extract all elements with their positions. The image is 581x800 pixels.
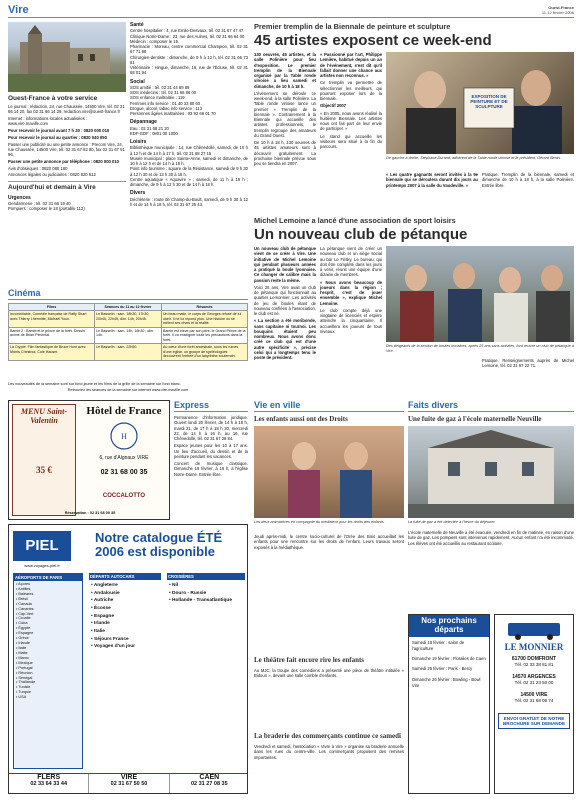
piel-logo (13, 531, 71, 561)
croisiere-item: • Hollande - Transatlantique (169, 598, 232, 604)
airports-box (13, 573, 83, 769)
table-cell: Bambi 2 : Bambi et le prince de la forêt. Dessin animé de Brian Pimental. (9, 327, 95, 343)
hotel-address: 6, rue d'Aignaux VIRE (99, 455, 149, 461)
story-paragraph: La pétanque vient de créer un nouveau club et un siège social au bar Le Frisky. Le bureau, qui doit être complété dans les jours à venir, réunit une équipe d'une dizaine de membres. (320, 246, 382, 278)
ville-body-3: Vendredi et samedi, l'association « Vivre à Vire » organise sa braderie annuelle dans les rues du centre-ville. Les commerçants proposent des remises importantes. (254, 744, 404, 760)
office-town: VIRE (120, 774, 138, 781)
table-cell: Un beau matin, le corps de Georges refuse de lui obéir. Il ne lui répond plus. Une histoire où se mêlent ses rêves et la réalité. (161, 311, 247, 327)
hotel-title: Hôtel de France (86, 405, 162, 417)
airports-list (14, 581, 82, 701)
offices-row (9, 773, 248, 794)
table-cell: Le Basselin : sam. 22h50. (95, 344, 162, 360)
story-pratique-box (482, 358, 574, 394)
school-photo (408, 426, 574, 518)
photo-caption: De gauche à droite, Stéphane Durand, adhérent de la Table ronde virioise et le président, Gérard Benin. (386, 156, 561, 160)
info-line: SOS enfance maltraitée : 119 (130, 95, 185, 101)
table-row (9, 311, 248, 327)
office-town: CAEN (199, 774, 220, 781)
depart-item: • Angleterre (91, 583, 118, 588)
express-body (174, 415, 248, 520)
monnier-phone: Tél. 02 31 68 06 74 (514, 697, 554, 703)
destination-item: • Cuba (16, 621, 28, 626)
depart-item: • Irlande (91, 621, 110, 627)
photo-illustration (386, 246, 574, 342)
ville-band (254, 400, 404, 412)
depart-item: • Andalousie (91, 590, 120, 596)
urgence-line: Gendarmerie : tél. 02 31 66 19 40 (8, 200, 71, 206)
office-phone: 02 33 64 33 44 (30, 781, 68, 787)
petanque-photo (386, 246, 574, 342)
office-line: Pour recevoir le journal au quartier : 0820 040 050 (8, 134, 107, 140)
destination-item: • Antilles (16, 586, 31, 591)
departs-title: Nos prochains départs (409, 615, 489, 637)
story-pratique: Pratique. Tremplin de la biennale, samedi et dimanche de 10 h à 18 h, à la salle Polinière. Entrée libre. (482, 172, 574, 188)
menu-title: MENU Saint-Valentin (20, 407, 67, 425)
depart-item: • Autriche (91, 598, 114, 604)
urgence-line: Pompiers : composer le 18 (portable 112) (8, 206, 85, 211)
departs-ad (408, 614, 490, 794)
faits-band (408, 400, 574, 412)
office-vire (89, 774, 169, 794)
col-header: Films (9, 304, 95, 311)
croisiere-item: • Douro - Russie (169, 590, 207, 596)
office-town: FLERS (37, 774, 61, 781)
monnier-line: 14570 ARGENCES (512, 673, 556, 680)
exposition-photo (386, 52, 574, 154)
monnier-ad (494, 614, 574, 794)
photo-caption: Des dirigeants de la section de boules bocaines, après 25 ans sans activités, font revivre un club de pétanque à Vire. (386, 344, 574, 353)
destination-item: • Égypte (16, 626, 31, 631)
info-line: Médecin : composer le 15. (130, 38, 180, 44)
menu-price: 35 € (36, 465, 52, 475)
office-line: Le journal : rédaction, 24, rue Chaussée, 14500 Vire, tél. 02 31 66 14 20, fax 02 31 66 14 29, redaction.vire@ouest-france.fr (8, 104, 125, 115)
destination-item: • Sénégal (16, 675, 33, 680)
story-kicker: Michel Lemoine a lancé d'une association de sport loisirs (254, 216, 456, 225)
piel-web: www.voyages-piel.fr (24, 563, 60, 568)
monnier-catalog: ENVOI GRATUIT DE NOTRE BROCHURE SUR DEMANDE (498, 713, 570, 729)
coccalotto-logo: COCCALOTTO (102, 493, 146, 499)
page-header (8, 4, 574, 18)
destination-item: • Canaries (16, 606, 34, 611)
header-meta (542, 5, 574, 15)
depart-title: DÉPARTS AUTOCARS (89, 573, 161, 580)
monnier-phone: Tél. 02 31 23 50 00 (514, 679, 554, 685)
depart-item: • Italie (91, 629, 105, 635)
faits-title: Faits divers (408, 400, 459, 410)
ville-block (254, 400, 404, 796)
express-item: Concert de musique classique. Dimanche 19 février, à 16 h, à l'église Notre-Dame. Entrée libre. (174, 461, 248, 477)
info-line: Chirurgien-dentiste : dimanche, de 9 h à 12 h, tél. 02 31 66 73 81 (130, 54, 248, 65)
castle-illustration (8, 22, 126, 92)
departs-list (409, 637, 489, 693)
cinema-note: Retrouvez les séances de la semaine sur internet www.vire.maville.com (67, 388, 189, 392)
section-title: Vire (8, 4, 29, 16)
info-line: Femmes info service : 01 40 33 80 60 (130, 100, 201, 106)
story-paragraph: De 10 h à 18 h, 130 oeuvres de 45 artistes amateurs sont à découvrir gratuitement. La prochaine biennale prévue sous peu se tiendra en 2007. (254, 140, 316, 166)
express-item: Espace jeunes pour les 10 à 17 ans. Un lieu d'accueil, du dessin et de la peinture pendant les vacances. (174, 443, 248, 459)
destination-item: • Baléares (16, 591, 34, 596)
destination-item: • Canada (16, 601, 32, 606)
story-col-2 (320, 246, 382, 396)
story-pratique: Pratique. Renseignements auprès de Michel Lemoine, tél. 02 31 67 22 71. (482, 358, 574, 369)
ville-title: Vie en ville (254, 400, 301, 410)
hotel-phone: 02 31 68 00 35 (100, 469, 148, 476)
story-col-1 (254, 246, 316, 396)
office-flers (9, 774, 89, 794)
destination-item: • Açores (16, 582, 30, 586)
info-line: Clinique Notre-Dame : 23, rue des Aulnes, tél. 02 31 66 64 00 (130, 33, 245, 39)
story-title: Les enfants aussi ont des Droits (254, 415, 348, 423)
story-paragraph: Voici 25 ans, Vire avait un club de pétanque qui fonctionnait au quartier Lemonnier. Les activités de jeu de boules étant de nouveau confiées à l'association, le club est né. (254, 284, 316, 316)
ville-body-1: Jeudi après-midi, le centre socio-culturel de l'Orée des Bois accueillait les enfants pour une rencontre sur les droits de l'enfant. Leurs travaux seront exposés à la médiathèque. (254, 534, 404, 550)
office-line: Avis d'obsèques : 0820 080 180 (8, 165, 68, 171)
destination-item: • USA (16, 695, 27, 700)
piel-ad (8, 524, 248, 794)
express-block (174, 400, 248, 520)
express-title: Express (174, 400, 210, 410)
top-story (254, 22, 574, 210)
story-title: Une fuite de gaz à l'école maternelle Neuville (408, 415, 542, 423)
piel-brand: PIEL (25, 537, 59, 554)
sante-title: Santé (130, 22, 144, 28)
practical-info (130, 22, 248, 284)
issue-date: 11-12 février 2006 (541, 10, 574, 15)
destination-item: • Thaïlande (16, 680, 36, 685)
story-paragraph: Le club compte déjà une vingtaine de licenciés et espère atteindre la cinquantaine. Il accueillera les joueurs de tous niveaux. (320, 307, 382, 334)
depart-item: Samedi 18 février : salon de l'agriculture (412, 639, 465, 651)
destination-item: • Mexique (16, 660, 33, 665)
destination-item: • Maroc (16, 655, 29, 660)
faits-block (408, 400, 574, 610)
destination-item: • Cap-Vert (16, 611, 34, 616)
destination-item: • Portugal (16, 665, 33, 670)
info-line: EDF-GDF : 0801 00 1000 (130, 130, 178, 136)
depart-item: • Voyages d'un jour (91, 644, 136, 650)
depart-item: • Séjours France (91, 636, 129, 642)
office-phone: 02 31 67 50 50 (110, 781, 148, 787)
photo-caption: Les deux animatrices en compagnie du médiateur pour les droits des enfants. (254, 520, 385, 524)
col-header: Résumés (161, 304, 247, 311)
second-story (254, 216, 574, 396)
story-paragraph: « Nous avons beaucoup de joueurs dans la région ; l'esprit, c'est de jouer ensemble », explique Michel Lemoine. (320, 279, 382, 306)
bus-icon (504, 619, 564, 641)
croisieres-box (167, 573, 245, 769)
airports-title: AÉROPORTS DE PARIS (14, 574, 82, 581)
story-title: La braderie des commerçants continue ce samedi (254, 732, 401, 740)
urgences-title: Urgences (8, 194, 31, 201)
photo-sign-text: EXPOSITION DE PEINTURE ET DE SCULPTURE (470, 94, 508, 109)
story-paragraph: « La section a été moribonde, sans capitaine ni tournoi. Les bouquins étaient peu nombreux. Nous avons donc créé ce club qui est d'une autre spécificité », précise celui qui a longtemps tenu le poste de président. (254, 318, 316, 360)
table-cell: Bambi est élevé par son père, le Grand Prince de la forêt. Il va enseigner toute les précautions dans la forêt. (161, 327, 247, 343)
menu-list (15, 465, 73, 475)
story-lead: 130 oeuvres, 45 artistes, et la salle Polinière pour lieu d'exposition. Le premier tremplin de la Biennale organisé par la Table ronde virioise a lieu samedi et dimanche, de 10 h à 18 h. (254, 52, 316, 89)
social-title: Social (130, 78, 145, 85)
hotel-ad (8, 400, 170, 520)
office-title: Ouest-France à votre service (8, 95, 98, 102)
destination-item: • Croatie (16, 616, 31, 621)
info-line: Centre aquatique « Aquavire » : samedi, de 11 h à 19 h ; dimanche, de 9 h à 12 h 30 et de 14 h à 18 h. (130, 176, 248, 187)
table-cell: Le Basselin : sam. 14h, 16h30 ; dim. 14h. (95, 327, 162, 343)
departs-list (89, 580, 161, 653)
loisirs-title: Loisirs (130, 139, 147, 145)
story-col-3 (386, 172, 478, 210)
destination-item: • Réunion (16, 670, 33, 675)
table-cell: Au cœur d'une forêt ancestrale, sous les ruines d'une église, un groupe de spéléologues découvrent l'entrée d'un labyrinthe souterrain. (161, 344, 247, 360)
table-cell: Le Basselin : sam. 18h30, 17h30, 20h45, 22h45, dim. 14h, 20h45. (95, 311, 162, 327)
depart-item: • Espagne (91, 613, 115, 619)
menu-box (12, 404, 76, 516)
monnier-name: LE MONNIER (504, 642, 564, 653)
cinema-title: Cinéma (8, 288, 41, 298)
table-row (9, 344, 248, 360)
office-caen (170, 774, 248, 794)
depart-item: Dimanche 19 février : Floralies de Caen (412, 656, 486, 662)
info-line: SOS médecins : tél. 02 31 66 86 00 (130, 90, 197, 95)
office-line: Passer une publicité ou une petite annonce : Precom Vire, 24, rue Chaussée, 14500 Vire, tél. 02 31 67 82 80, fax 02 31 67 51 96. (8, 141, 125, 157)
story-title: 45 artistes exposent ce week-end (254, 32, 492, 49)
paper-name: Ouest-France (548, 5, 574, 10)
office-phone: 02 31 27 08 35 (190, 781, 228, 787)
story-lead: Un nouveau club de pétanque vient de se créer à Vire. Une initiative de Michel Lemoine qui pendant plusieurs années a pratiqué la boule lyonnaise. Ce changer de calibre mais la passion reste la même. (254, 246, 316, 283)
cinema-table (8, 303, 248, 361)
story-paragraph: L'événement se déroule ce week-end, à la salle Polinière. La Table ronde virioise lance un premier « Tremplin de la biennale ». Contrairement à la Biennale qui accueille des artistes professionnels, le tremplin regroupe des amateurs du Grand Ouest. (254, 90, 316, 138)
hotel-logo-icon (104, 421, 144, 451)
destination-item: • Malte (16, 650, 28, 655)
divers-title: Divers (130, 190, 146, 197)
depart-item: Dimanche 26 février : Bowling - Bowl Vire (412, 676, 481, 689)
express-band (174, 400, 248, 412)
story-col-4 (482, 172, 574, 210)
table-cell: Incontrôlable, Comédie française de Raffy Shart avec Thierry Lhermitte, Michaël Youn. (9, 311, 95, 327)
story-col-2 (320, 52, 382, 210)
faits-body: L'école maternelle de Neuville a été évacuée, vendredi en fin de matinée, en raison d'une fuite de gaz. Les pompiers sont intervenus rapidement. Aucun enfant n'a été incommodé. Les élèves ont été accueillis au restaurant scolaire. (408, 530, 574, 546)
info-line: Déchèterie : route de Champ-du-Boult, samedi, de 9 h 30 à 12 h et de 14 h à 18 h, tél. 02 31 67 25 43. (130, 196, 248, 207)
destination-item: • Grèce (16, 636, 29, 641)
story-subhead: Objectif 2007 (320, 103, 347, 109)
story-title: Le théâtre fait encore rire les enfants (254, 656, 365, 664)
info-line: Pharmacie : Moreau, centre commercial Champion, tél. 02 31 67 71 98 (130, 44, 248, 55)
info-line: Eau : 02 31 68 21 20 (130, 125, 169, 131)
castle-photo (8, 22, 126, 92)
office-block (8, 22, 126, 284)
table-header-row (9, 304, 248, 311)
cinema-band (8, 288, 248, 300)
today-heading: Aujourd'hui et demain à Vire (8, 181, 126, 191)
info-line: Point info tourisme : square de la Résistance, samedi de 9 h 30 à 12 h 30 et de 13 h 30 à 18 h. (130, 166, 248, 177)
story-kicker: Premier tremplin de la Biennale de peinture et sculpture (254, 22, 451, 31)
croisieres-title: CROISIÈRES (167, 573, 245, 580)
menu-phone: Réservation : 02 31 68 00 35 (64, 511, 116, 515)
monnier-line: 14500 VIRE (520, 691, 548, 698)
story-quote: « Les quatre gagnants seront invités à la 9e biennale qui se déroulera durant dix jours au printemps 2007 à la salle du Vaudeville. » (386, 172, 478, 188)
story-paragraph: Ce tremplin va permettre de sélectionner les meilleurs, qui pourront exposer lors de la biennale. (320, 80, 382, 101)
express-item: Permanence d'information juridique. Ouvert lundi 20 février, de 14 h à 16 h, mardi 21, de 17 h à 18 h 30, mercredi 22, de 14 h à 16 h, au 16, rue Chênedollé, tél. 02 31 67 26 84. (174, 415, 248, 441)
story-paragraph: « En 2005, nous avons réalisé la huitième Biennale. Les artistes nous ont fait part de leur envie de participer. » (320, 110, 382, 132)
info-line: Drogue, alcool, tabac info service : 113 (130, 105, 203, 111)
children-photo (254, 426, 404, 518)
info-line: Vétérinaire : Hingue, dimanche, 16, rue de l'Écluse, tél. 02 31 68 01 94 (130, 65, 248, 76)
office-line: Internet : informations locales actualisées : www.vire.maville.com (8, 116, 88, 127)
departs-box (89, 573, 161, 769)
monnier-phone: Tél. 02 33 38 81 81 (514, 662, 554, 668)
table-cell: La Crypte. Film fantastique de Bruce Hunt avec Morris Chestnut, Cole Hauser. (9, 344, 95, 360)
destination-item: • Italie (16, 645, 27, 650)
story-paragraph: « Passionné par l'art, Philippe Lemière, habitué depuis un an de l'événement, s'est dit qu'il fallait donner une chance aux artistes non reconnus. » (320, 52, 382, 78)
col-header: Séances du 11 au 12 février (95, 304, 162, 311)
catalogue-text: Notre catalogue ÉTÉ 2006 est disponible (95, 530, 223, 559)
table-row (9, 327, 248, 343)
photo-illustration (254, 426, 404, 518)
story-title: Un nouveau club de pétanque (254, 226, 468, 243)
depart-item: Samedi 25 février : Paris - Bercy (412, 666, 473, 672)
ville-body-2: Au MJC, la troupe des comédiens a présenté une pièce de théâtre intitulée « Bidoun », devant une salle comble d'enfants. (254, 668, 404, 679)
cinema-note: Les nouveautés de la semaine sont sur fond jaune et les films de la grille de la semaine sur fond blanc. (8, 382, 181, 386)
croisiere-item: • Nil (169, 583, 179, 588)
info-line: Musée municipal : place Sainte-Anne, samedi et dimanche, de 10 h à 12 h et de 14 h à 18 h. (130, 155, 248, 166)
story-col-1 (254, 52, 316, 210)
office-line: Passer une petite annonce par téléphone : 0820 000 010 (8, 158, 120, 164)
destination-item: • Brésil (16, 596, 28, 601)
office-line: Pour recevoir le journal avant 7 h 30 : 0820 000 010 (8, 128, 110, 133)
depart-item: • Écosse (91, 606, 111, 612)
cinema-block (8, 288, 248, 396)
depannage-title: Dépannage (130, 119, 157, 126)
photo-caption: La fuite de gaz a été détectée à l'heure du déjeuner. (408, 520, 496, 524)
monnier-line: 61700 DOMFRONT (511, 656, 557, 663)
office-line: Annonces légales ou judiciaires : 0820 820 612 (8, 172, 96, 178)
info-line: Centre hospitalier : 4, rue Emile-Desvaux, tél. 02 31 67 47 47 (130, 28, 244, 34)
destination-item: • Turquie (16, 690, 32, 695)
destination-item: • Espagne (16, 631, 34, 636)
photo-illustration (408, 426, 574, 518)
info-line: Personnes âgées maltraitées : 03 92 68 01 70 (130, 111, 216, 116)
destination-item: • Irlande (16, 641, 30, 646)
info-line: SOS amitié : tél. 02 31 44 89 89 (130, 84, 190, 90)
story-paragraph: Le stand qui accueille les visiteurs sera situé à la fin du parcours. (320, 133, 382, 149)
svg-text:H: H (121, 432, 127, 441)
info-line: Bibliothèque municipale : 14, rue Chênedollé, samedi, de 10 h à 12 h et de 14 h à 17 h, tél. 02 31 68 27 15 (130, 145, 248, 156)
destination-item: • Tunisie (16, 685, 31, 690)
croisieres-list (167, 580, 245, 607)
